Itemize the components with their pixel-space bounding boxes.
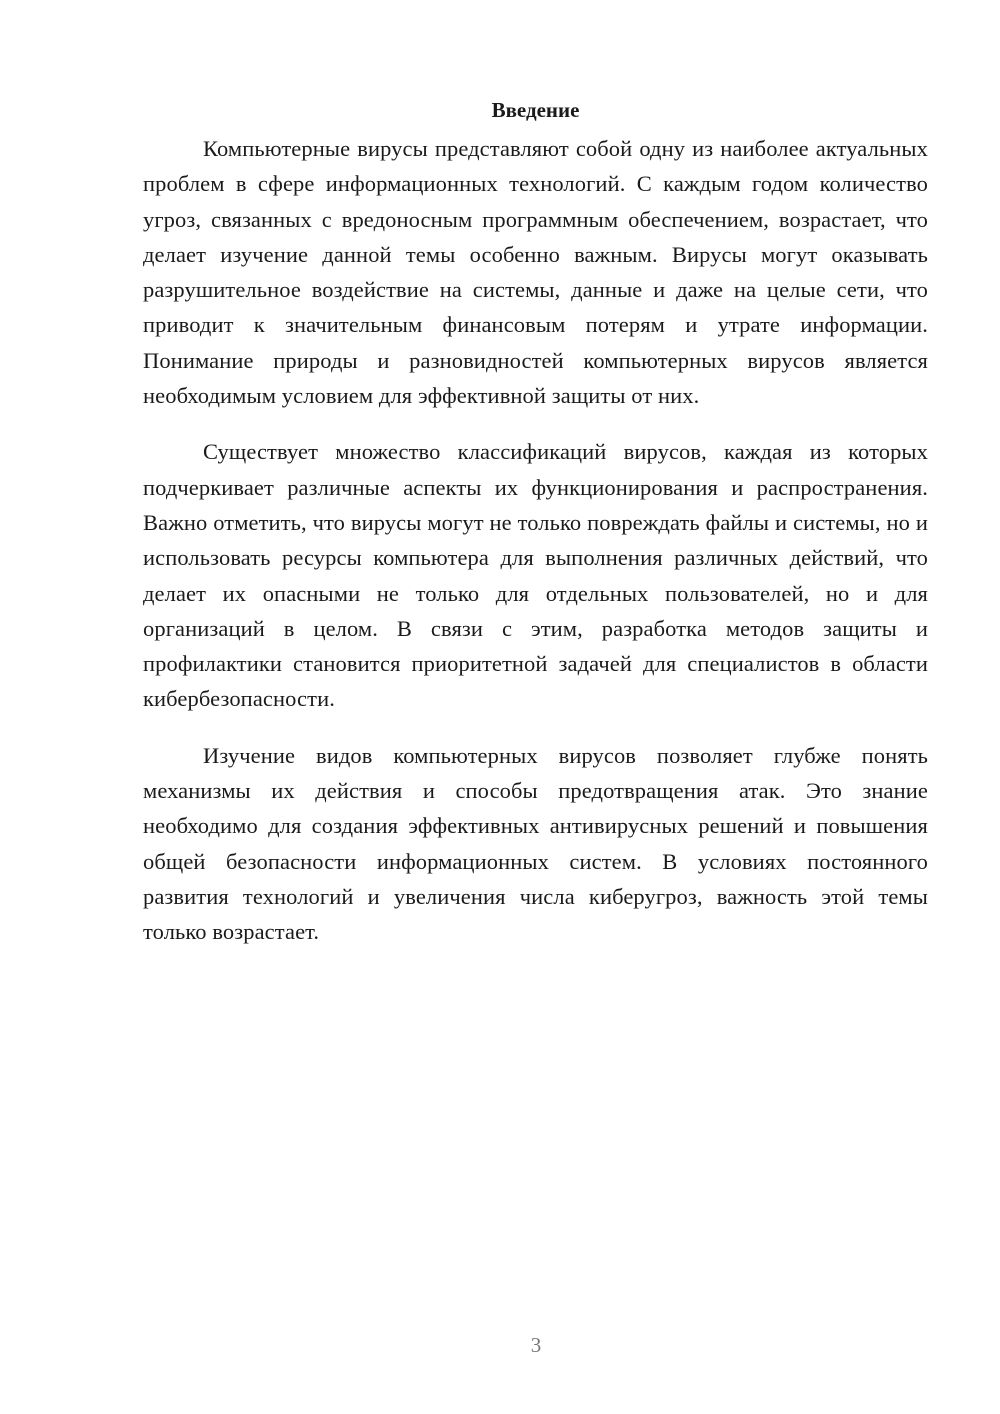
paragraph-2: Существует множество классификаций вирусов, каждая из которых подчеркивает различные аспекты их функционирования и распространения. Важно отметить, что вирусы могут не только повреждать файлы и системы, но и использовать ресурсы компьютера для выполнения различных действий, что делает их опасными не только для отдельных пользователей, но и для организаций в целом. В связи с этим, разработка методов защиты и профилактики становится приоритетной задачей для специалистов в области кибербезопасности. xyxy=(143,439,928,712)
paragraph-3: Изучение видов компьютерных вирусов позволяет глубже понять механизмы их действия и способы предотвращения атак. Это знание необходимо для создания эффективных антивирусных решений и повышения общей безопасности информационных систем. В условиях постоянного развития технологий и увеличения числа киберугроз, важность этой темы только возрастает. xyxy=(143,742,928,945)
section-heading: Введение xyxy=(491,98,580,122)
page-number: 3 xyxy=(530,1333,542,1357)
page-content xyxy=(143,92,928,971)
paragraph-1: Компьютерные вирусы представляют собой одну из наиболее актуальных проблем в сфере информационных технологий. С каждым годом количество угроз, связанных с вредоносным программным обеспечением, возрастает, что делает изучение данной темы особенно важным. Вирусы могут оказывать разрушительное воздействие на системы, данные и даже на целые сети, что приводит к значительным финансовым потерям и утрате информации. Понимание природы и разновидностей компьютерных вирусов является необходимым условием для эффективной защиты от них. xyxy=(143,136,928,409)
